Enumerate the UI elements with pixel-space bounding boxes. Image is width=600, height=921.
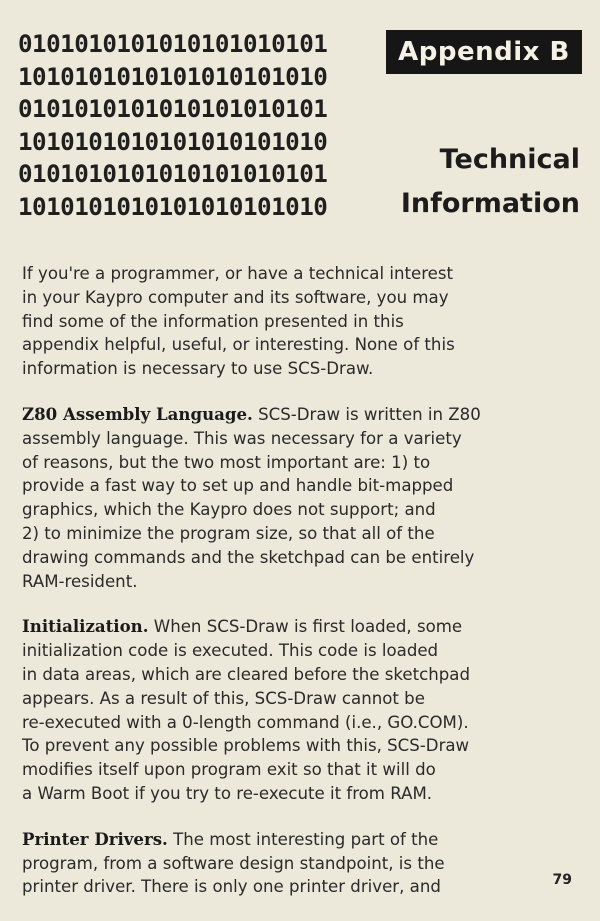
text-line: find some of the information presented in this [22,311,404,331]
text-line: RAM-resident. [22,571,138,591]
text-line: printer driver. There is only one printer driver, and [22,877,441,897]
text-line: information is necessary to use SCS-Draw. [22,359,374,379]
section-initialization [22,615,582,805]
text-run: The most interesting part of the [167,829,439,849]
text-line: in data areas, which are cleared before the sketchpad [22,664,470,684]
text-line: To prevent any possible problems with this, SCS-Draw [22,736,470,756]
body-text [22,262,582,921]
binary-art-row: 0101010101010101010101 [18,160,328,188]
text-line: in your Kaypro computer and its software, you may [22,287,449,307]
text-line: initialization code is executed. This code is loaded [22,641,439,661]
binary-art-row: 0101010101010101010101 [18,30,328,58]
page-number: 79 [552,872,572,888]
text-run: When SCS-Draw is first loaded, some [148,617,463,637]
section-heading: Z80 Assembly Language. [22,403,253,424]
section-z80 [22,403,582,593]
binary-art-row: 1010101010101010101010 [18,127,328,156]
intro-paragraph [22,262,582,381]
text-line [22,828,582,852]
binary-art-block [18,28,327,223]
text-line: graphics, which the Kaypro does not support; and [22,500,436,520]
binary-art-row: 1010101010101010101010 [18,62,328,91]
text-line: program, from a software design standpoint, is the [22,853,445,873]
text-line: assembly language. This was necessary for a variety [22,428,462,448]
text-line: provide a fast way to set up and handle bit-mapped [22,476,454,496]
text-line: If you're a programmer, or have a technical interest [22,264,454,283]
text-line: 2) to minimize the program size, so that all of the [22,523,435,543]
text-line: re-executed with a 0-length command (i.e., GO.COM). [22,712,469,732]
text-line: a Warm Boot if you try to re-execute it from RAM. [22,783,433,803]
section-heading: Initialization. [22,616,149,637]
text-line [22,403,582,427]
binary-art-row: 1010101010101010101010 [18,192,328,221]
appendix-badge: Appendix B [386,30,582,74]
text-line: modifies itself upon program exit so that it will do [22,760,436,780]
chapter-title [401,138,580,226]
section-heading: Printer Drivers. [22,828,168,849]
text-line: drawing commands and the sketchpad can be entirely [22,547,475,567]
text-line: appendix helpful, useful, or interesting. None of this [22,335,455,355]
section-printer-drivers [22,828,582,899]
text-line: of reasons, but the two most important are: 1) to [22,452,431,472]
chapter-title-line: Information [400,188,580,219]
text-run: SCS-Draw is written in Z80 [252,404,481,424]
text-line: appears. As a result of this, SCS-Draw cannot be [22,688,425,708]
binary-art-row: 0101010101010101010101 [18,95,328,123]
chapter-title-line: Technical [439,144,580,175]
text-line [22,615,582,639]
